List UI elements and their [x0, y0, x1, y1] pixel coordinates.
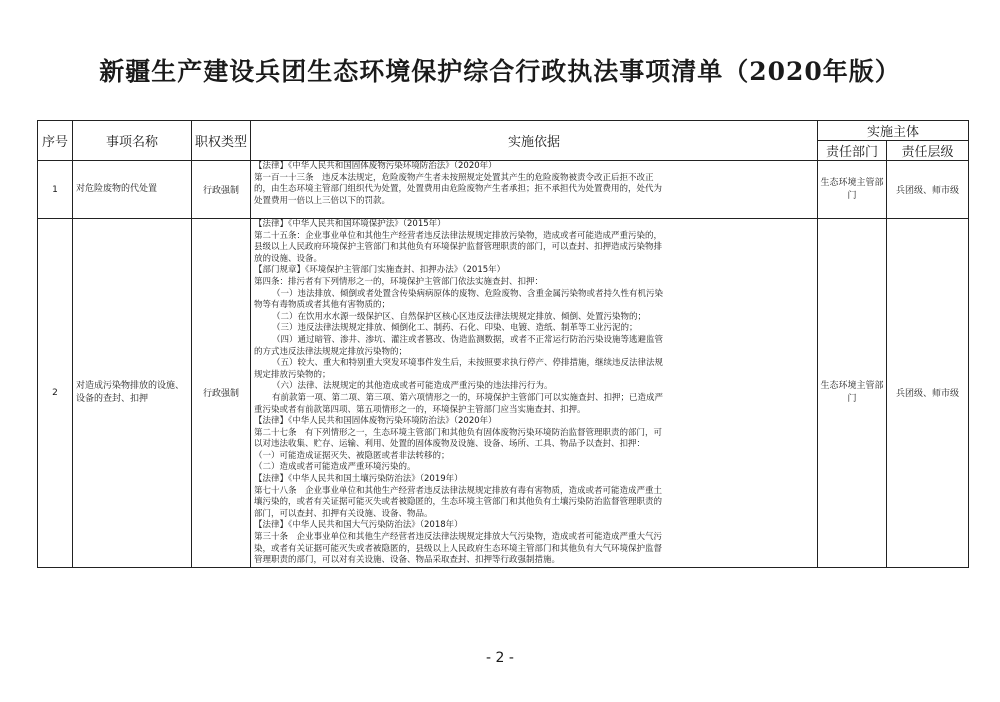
header-dept: 责任部门: [818, 141, 887, 161]
header-item-name: 事项名称: [73, 121, 192, 161]
basis-line: 的方式违反法律法规规定排放污染物的；: [254, 346, 408, 357]
basis-line: 物等有毒物质或者其他有害物质的；: [254, 300, 391, 311]
header-seq: 序号: [38, 121, 73, 161]
row-seq: 1: [38, 161, 73, 219]
row-power-type: 行政强制: [192, 219, 251, 568]
table-row: [38, 161, 969, 219]
row-dept: 生态环境主管部门: [818, 161, 887, 219]
basis-line: 【法律】《中华人民共和国固体废物污染环境防治法》（2020年）: [254, 161, 497, 171]
basis-line: 第二十五条：企业事业单位和其他生产经营者违反法律法规规定排放污染物，造成或者可能造成严重污染的，: [254, 230, 663, 241]
basis-line: 【法律】《中华人民共和国大气污染防治法》（2018年）: [254, 520, 463, 531]
basis-line: 【法律】《中华人民共和国固体废物污染环境防治法》（2020年）: [254, 416, 497, 427]
basis-line: 第七十八条 企业事业单位和其他生产经营者违反法律法规规定排放有毒有害物质，造成或者可能造成严重土: [254, 485, 663, 496]
basis-line: 县级以上人民政府环境保护主管部门和其他负有环境保护监督管理职责的部门，可以查封、扣押造成污染物排: [254, 242, 663, 253]
row-basis: [251, 161, 818, 219]
table-row: [38, 219, 969, 568]
enforcement-items-table: [37, 120, 969, 568]
basis-line: 壤污染的，或者有关证据可能灭失或者被隐匿的，生态环境主管部门和其他负有土壤污染防治监督管理职责的: [254, 497, 663, 508]
basis-line: （五）较大、重大和特别重大突发环境事件发生后，未按照要求执行停产、停排措施，继续违反法律法规: [272, 358, 664, 369]
basis-line: （二）在饮用水水源一级保护区、自然保护区核心区违反法律法规规定排放、倾倒、处置污染物的；: [272, 311, 647, 322]
basis-line: 第四条：排污者有下列情形之一的，环境保护主管部门依法实施查封、扣押：: [254, 276, 544, 287]
basis-line: （一）违法排放、倾倒或者处置含传染病病原体的废物、危险废物、含重金属污染物或者持久性有机污染: [272, 288, 664, 299]
document-title: 新疆生产建设兵团生态环境保护综合行政执法事项清单（2020年版）: [99, 57, 901, 86]
basis-line: 第一百一十三条 违反本法规定，危险废物产生者未按照规定处置其产生的危险废物被责令改正后拒不改正: [254, 172, 654, 183]
header-basis: 实施依据: [251, 121, 818, 161]
row-seq: 2: [38, 219, 73, 568]
row-level: 兵团级、师市级: [887, 219, 969, 568]
basis-line: （一）可能造成证据灭失、被隐匿或者非法转移的；: [254, 450, 450, 461]
basis-line: 有前款第一项、第二项、第三项、第六项情形之一的，环境保护主管部门可以实施查封、扣押；已造成严: [272, 392, 664, 403]
header-power-type: 职权类型: [192, 121, 251, 161]
basis-line: 第三十条 企业事业单位和其他生产经营者违反法律法规规定排放大气污染物，造成或者可能造成严重大气污: [254, 532, 663, 543]
basis-line: （六）法律、法规规定的其他造成或者可能造成严重污染的违法排污行为。: [272, 381, 553, 392]
row-power-type: 行政强制: [192, 161, 251, 219]
basis-line: 处置费用一倍以上三倍以下的罚款。: [254, 195, 391, 206]
row-item-name: 对危险废物的代处置: [73, 161, 192, 219]
basis-line: 重污染或者有前款第四项、第五项情形之一的，环境保护主管部门应当实施查封、扣押。: [254, 404, 586, 415]
row-dept: 生态环境主管部门: [818, 219, 887, 568]
basis-line: 规定排放污染物的；: [254, 369, 331, 380]
basis-line: 【法律】《中华人民共和国环境保护法》（2015年）: [254, 219, 446, 229]
row-item-name: 对造成污染物排放的设施、设备的查封、扣押: [73, 219, 192, 568]
row-basis: [251, 219, 818, 568]
basis-line: （四）通过暗管、渗井、渗坑、灌注或者篡改、伪造监测数据，或者不正常运行防治污染设施等逃避监管: [272, 334, 664, 345]
basis-line: 【法律】《中华人民共和国土壤污染防治法》（2019年）: [254, 474, 463, 485]
header-level: 责任层级: [887, 141, 969, 161]
basis-line: 放的设施、设备。: [254, 253, 323, 264]
basis-line: （二）造成或者可能造成严重环境污染的。: [254, 462, 416, 473]
basis-line: 染，或者有关证据可能灭失或者被隐匿的，县级以上人民政府生态环境主管部门和其他负有大气环境保护监督: [254, 543, 663, 554]
header-subject: 实施主体: [818, 121, 969, 141]
basis-line: 的，由生态环境主管部门组织代为处置，处置费用由危险废物产生者承担；拒不承担代为处置费用的，处代为: [254, 184, 663, 195]
basis-line: 部门，可以查封、扣押有关设施、设备、物品。: [254, 508, 433, 519]
basis-line: 第二十七条 有下列情形之一，生态环境主管部门和其他负有固体废物污染环境防治监督管理职责的部门，可: [254, 427, 663, 438]
page-number: - 2 -: [486, 650, 514, 666]
basis-line: 【部门规章】《环境保护主管部门实施查封、扣押办法》（2015年）: [254, 265, 506, 276]
basis-line: （三）违反法律法规规定排放、倾倒化工、制药、石化、印染、电镀、造纸、制革等工业污泥的；: [272, 323, 638, 334]
row-level: 兵团级、师市级: [887, 161, 969, 219]
basis-line: 管理职责的部门，可以对有关设施、设备、物品采取查封、扣押等行政强制措施。: [254, 555, 561, 566]
basis-line: 以对违法收集、贮存、运输、利用、处置的固体废物及设施、设备、场所、工具、物品予以查封、扣押：: [254, 439, 646, 450]
